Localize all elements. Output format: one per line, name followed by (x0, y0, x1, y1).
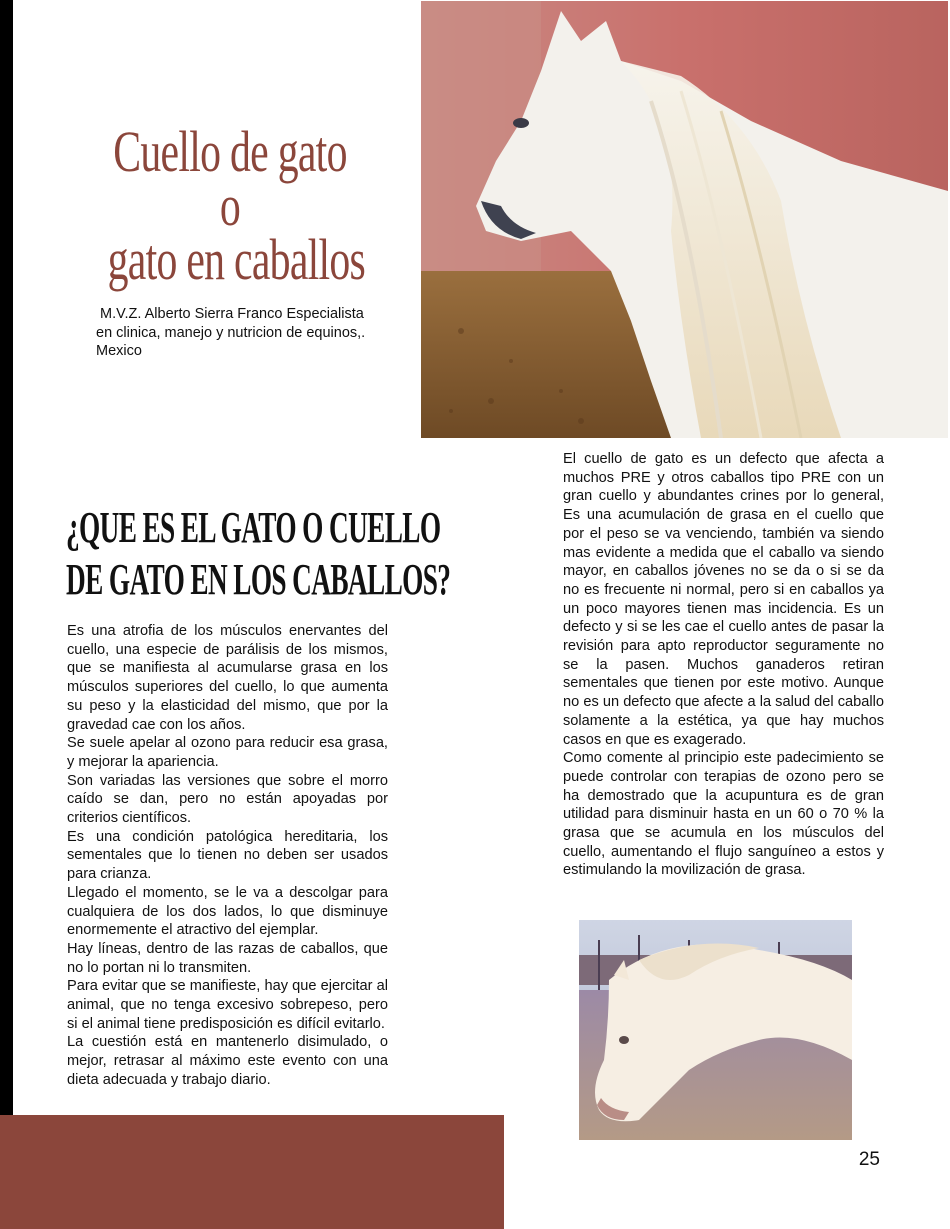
article-title (107, 119, 366, 292)
left-paragraph: Para evitar que se manifieste, hay que ejercitar al animal, que no tenga excesivo sobrepeso, pero si el animal tiene predisposición es difícil evitarlo. (67, 978, 388, 1032)
left-paragraph: Es una condición patológica hereditaria, los sementales que lo tienen no deben ser usados para crianza. (67, 828, 388, 883)
bottom-color-block (0, 1115, 504, 1229)
left-text-column (67, 622, 388, 1090)
left-edge-bar (0, 0, 13, 1115)
title-line-3: gato en caballos (107, 227, 366, 292)
title-line-2: o (219, 173, 241, 238)
left-paragraph: Llegado el momento, se le va a descolgar para cualquiera de los dos lados, lo que disminuye enormemente el atractivo del ejemplar. (67, 884, 388, 939)
author-credit (96, 305, 396, 361)
page-number: 25 (858, 1149, 880, 1170)
left-paragraph: Hay líneas, dentro de las razas de caballos, que no lo portan ni lo transmiten. (67, 940, 388, 976)
right-text-column (563, 450, 884, 880)
left-paragraph: Es una atrofia de los músculos enervantes del cuello, una especie de parálisis de los mismos, que se manifiesta al acumularse grasa en los músculos superiores del cuello, lo que aumenta su peso y la elasticidad del mismo, que por la gravedad cae con los años. (67, 623, 388, 733)
left-paragraph: Son variadas las versiones que sobre el morro caído se dan, pero no están apoyadas por criterios científicos. (67, 772, 388, 827)
section-heading (66, 502, 451, 606)
author-line-1: M.V.Z. Alberto Sierra Franco Especialista (96, 306, 364, 322)
right-paragraph: Como comente al principio este padecimiento se puede controlar con terapias de ozono pero se ha demostrado que la acupuntura es de gran utilidad para disminuir hasta en un 60 o 70 % la grasa que se acumula en los músculos del cuello, aumentando el flujo sanguíneo a estos y estimulando la movilización de grasa. (563, 750, 884, 879)
left-paragraph: Se suele apelar al ozono para reducir esa grasa, y mejorar la apariencia. (67, 735, 388, 770)
right-paragraph: El cuello de gato es un defecto que afecta a muchos PRE y otros caballos tipo PRE con un gran cuello y abundantes crines por lo general, Es una acumulación de grasa en el cuello que por el peso se va venciendo, también va siendo mas evidente a medida que el caballo va siendo mayor, en caballos jóvenes no se da o si se da no es frecuente ni normal, pero si en caballos ya un poco mayores tienen mas incidencia. Es un defecto y si se les cae el cuello antes de pasar la revisión para apto reproductor seguramente no se la pasen. Muchos ganaderos retiran sementales que tienen por este motivo. Aunque no es un defecto que afecte a la salud del caballo solamente a la estética, ya que hay muchos casos en que es exagerado. (563, 451, 884, 748)
heading-line-1: ¿QUE ES EL GATO O CUELLO (66, 503, 441, 552)
cresty-neck-horse-photo (579, 920, 852, 1140)
title-line-1: Cuello de gato (113, 119, 347, 184)
heading-line-2: DE GATO EN LOS CABALLOS? (66, 555, 451, 604)
white-horse-photo (421, 1, 948, 438)
left-paragraph: La cuestión está en mantenerlo disimulado, o mejor, retrasar al máximo este evento con una dieta adecuada y trabajo diario. (67, 1034, 388, 1088)
author-line-2: en clinica, manejo y nutricion de equinos,. (96, 324, 366, 341)
author-line-3: Mexico (96, 343, 142, 359)
